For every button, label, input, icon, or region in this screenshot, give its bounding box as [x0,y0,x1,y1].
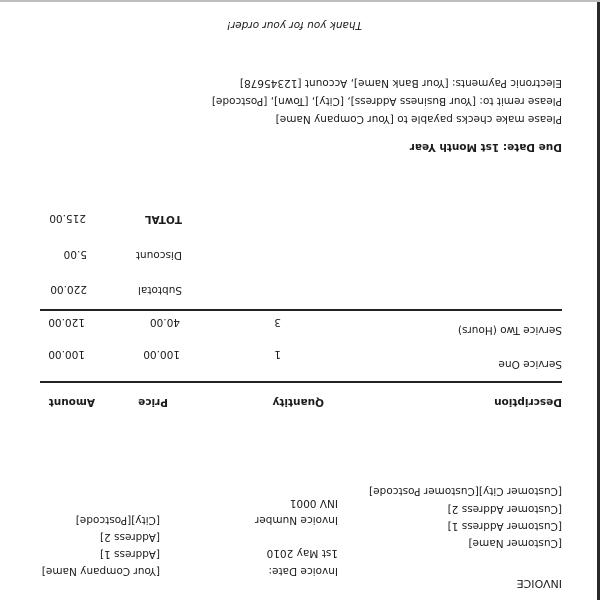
due-date: Due Date: 1st Month Year [409,141,562,153]
discount-value: 5.00 [63,248,87,260]
customer-address1: [Customer Address 1] [447,520,562,532]
row-amount: 100.00 [48,348,85,360]
row-quantity: 3 [274,316,281,328]
company-address2: [Address 2] [99,531,160,543]
invoice-date-label: Invoice Date: [268,565,338,577]
subtotal-value: 220.00 [50,283,87,295]
row-quantity: 1 [274,348,281,360]
column-header-quantity: Quantity [272,396,324,408]
invoice-date-value: 1st May 2010 [266,547,338,559]
total-value: 215.00 [49,212,86,224]
company-city-postcode: [City][Postcode] [75,514,160,526]
row-amount: 120.00 [48,316,85,328]
customer-address2: [Customer Address 2] [447,503,562,515]
row-price: 100.00 [143,348,180,360]
company-name: [Your Company Name] [41,565,160,577]
discount-label: Discount [135,249,182,261]
page-top-edge [0,0,600,2]
row-description: Service Two (Hours) [457,324,562,336]
table-header-rule [40,382,562,384]
column-header-amount: Amount [48,396,95,408]
total-label: TOTAL [144,213,182,225]
thank-you-note: Thank you for your order! [226,19,362,31]
column-header-price: Price [138,396,168,408]
row-price: 40.00 [149,316,180,328]
customer-city-postcode: [Customer City][Customer Postcode] [369,485,562,497]
subtotal-label: Subtotal [138,284,182,296]
remit-line: Please remit to: [Your Business Address], [City], [Town], [Postcode] [211,95,562,107]
invoice-number-value: INV 0001 [289,497,338,509]
invoice-title: INVOICE [516,577,562,590]
column-header-description: Description [494,396,562,408]
payable-line: Please make checks payable to [Your Company Name] [275,113,562,125]
row-description: Service One [498,358,562,370]
electronic-payments-line: Electronic Payments: [Your Bank Name], Account [12345678] [239,77,562,89]
invoice-number-label: Invoice Number [254,514,338,526]
company-address1: [Address 1] [99,548,160,560]
table-bottom-rule [40,310,562,312]
customer-name: [Customer Name] [468,537,562,549]
